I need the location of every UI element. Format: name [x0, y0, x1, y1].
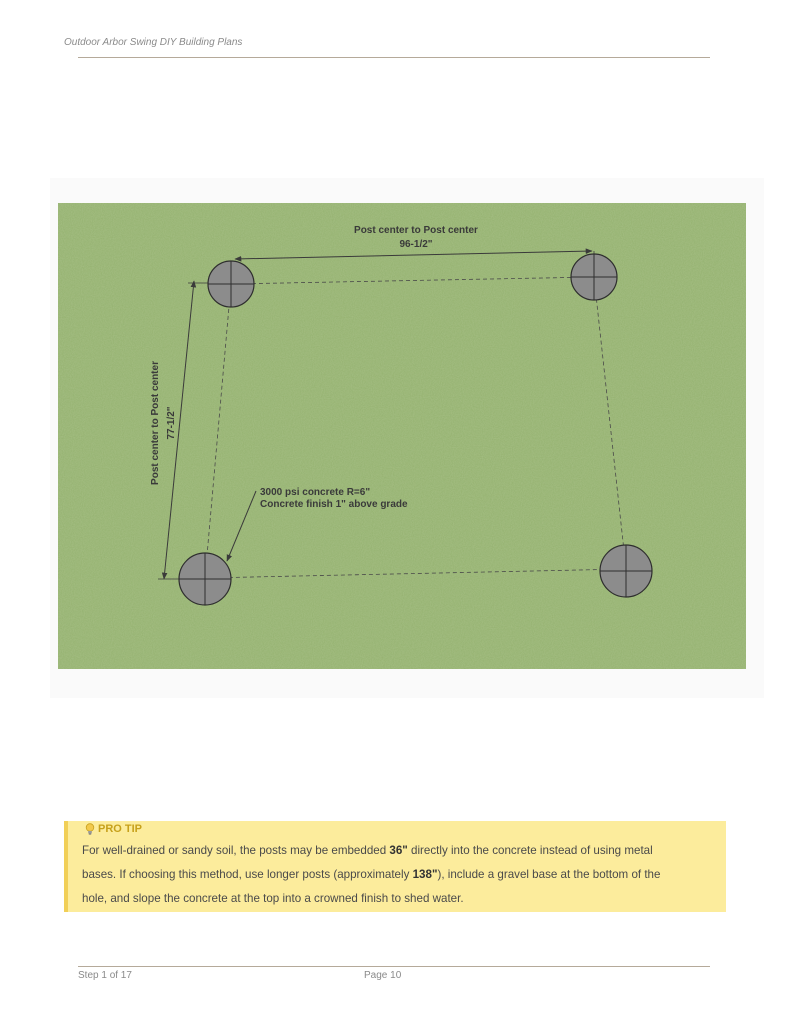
- page-number: Page 10: [364, 970, 402, 981]
- tip-depth-value: 36": [389, 844, 408, 857]
- post-bottom-left: [179, 553, 231, 605]
- post-top-left: [208, 261, 254, 307]
- top-dimension-value: 96-1/2": [399, 239, 433, 250]
- tip-text: ), include a gravel base at the bottom of the: [437, 868, 661, 881]
- pro-tip-heading: [85, 823, 142, 835]
- concrete-note-line1: 3000 psi concrete R=6": [260, 487, 371, 498]
- side-dimension-value: 77-1/2": [166, 406, 177, 440]
- tip-text: directly into the concrete instead of using metal: [407, 844, 653, 857]
- pro-tip-box: [64, 821, 726, 912]
- tip-line-2: [82, 863, 722, 887]
- pro-tip-body: [82, 839, 722, 911]
- post-top-right: [571, 254, 617, 300]
- lightbulb-icon: [85, 823, 95, 835]
- tip-text: For well-drained or sandy soil, the posts may be embedded: [82, 844, 390, 857]
- header-rule: [78, 57, 710, 58]
- tip-line-3: hole, and slope the concrete at the top into a crowned finish to shed water.: [82, 892, 464, 905]
- post-layout-plan: [58, 203, 746, 669]
- grass-texture: [58, 203, 746, 669]
- tip-line-1: [82, 839, 722, 863]
- document-title: Outdoor Arbor Swing DIY Building Plans: [64, 37, 243, 48]
- concrete-note-line2: Concrete finish 1" above grade: [260, 499, 408, 510]
- tip-text: bases. If choosing this method, use longer posts (approximately: [82, 868, 413, 881]
- footer-rule: [78, 966, 710, 967]
- side-dimension-label: Post center to Post center: [150, 361, 161, 485]
- top-dimension-label: Post center to Post center: [354, 225, 478, 236]
- step-indicator: Step 1 of 17: [78, 970, 132, 981]
- pro-tip-heading-text: PRO TIP: [98, 823, 143, 835]
- post-bottom-right: [600, 545, 652, 597]
- tip-post-length-value: 138": [412, 868, 438, 881]
